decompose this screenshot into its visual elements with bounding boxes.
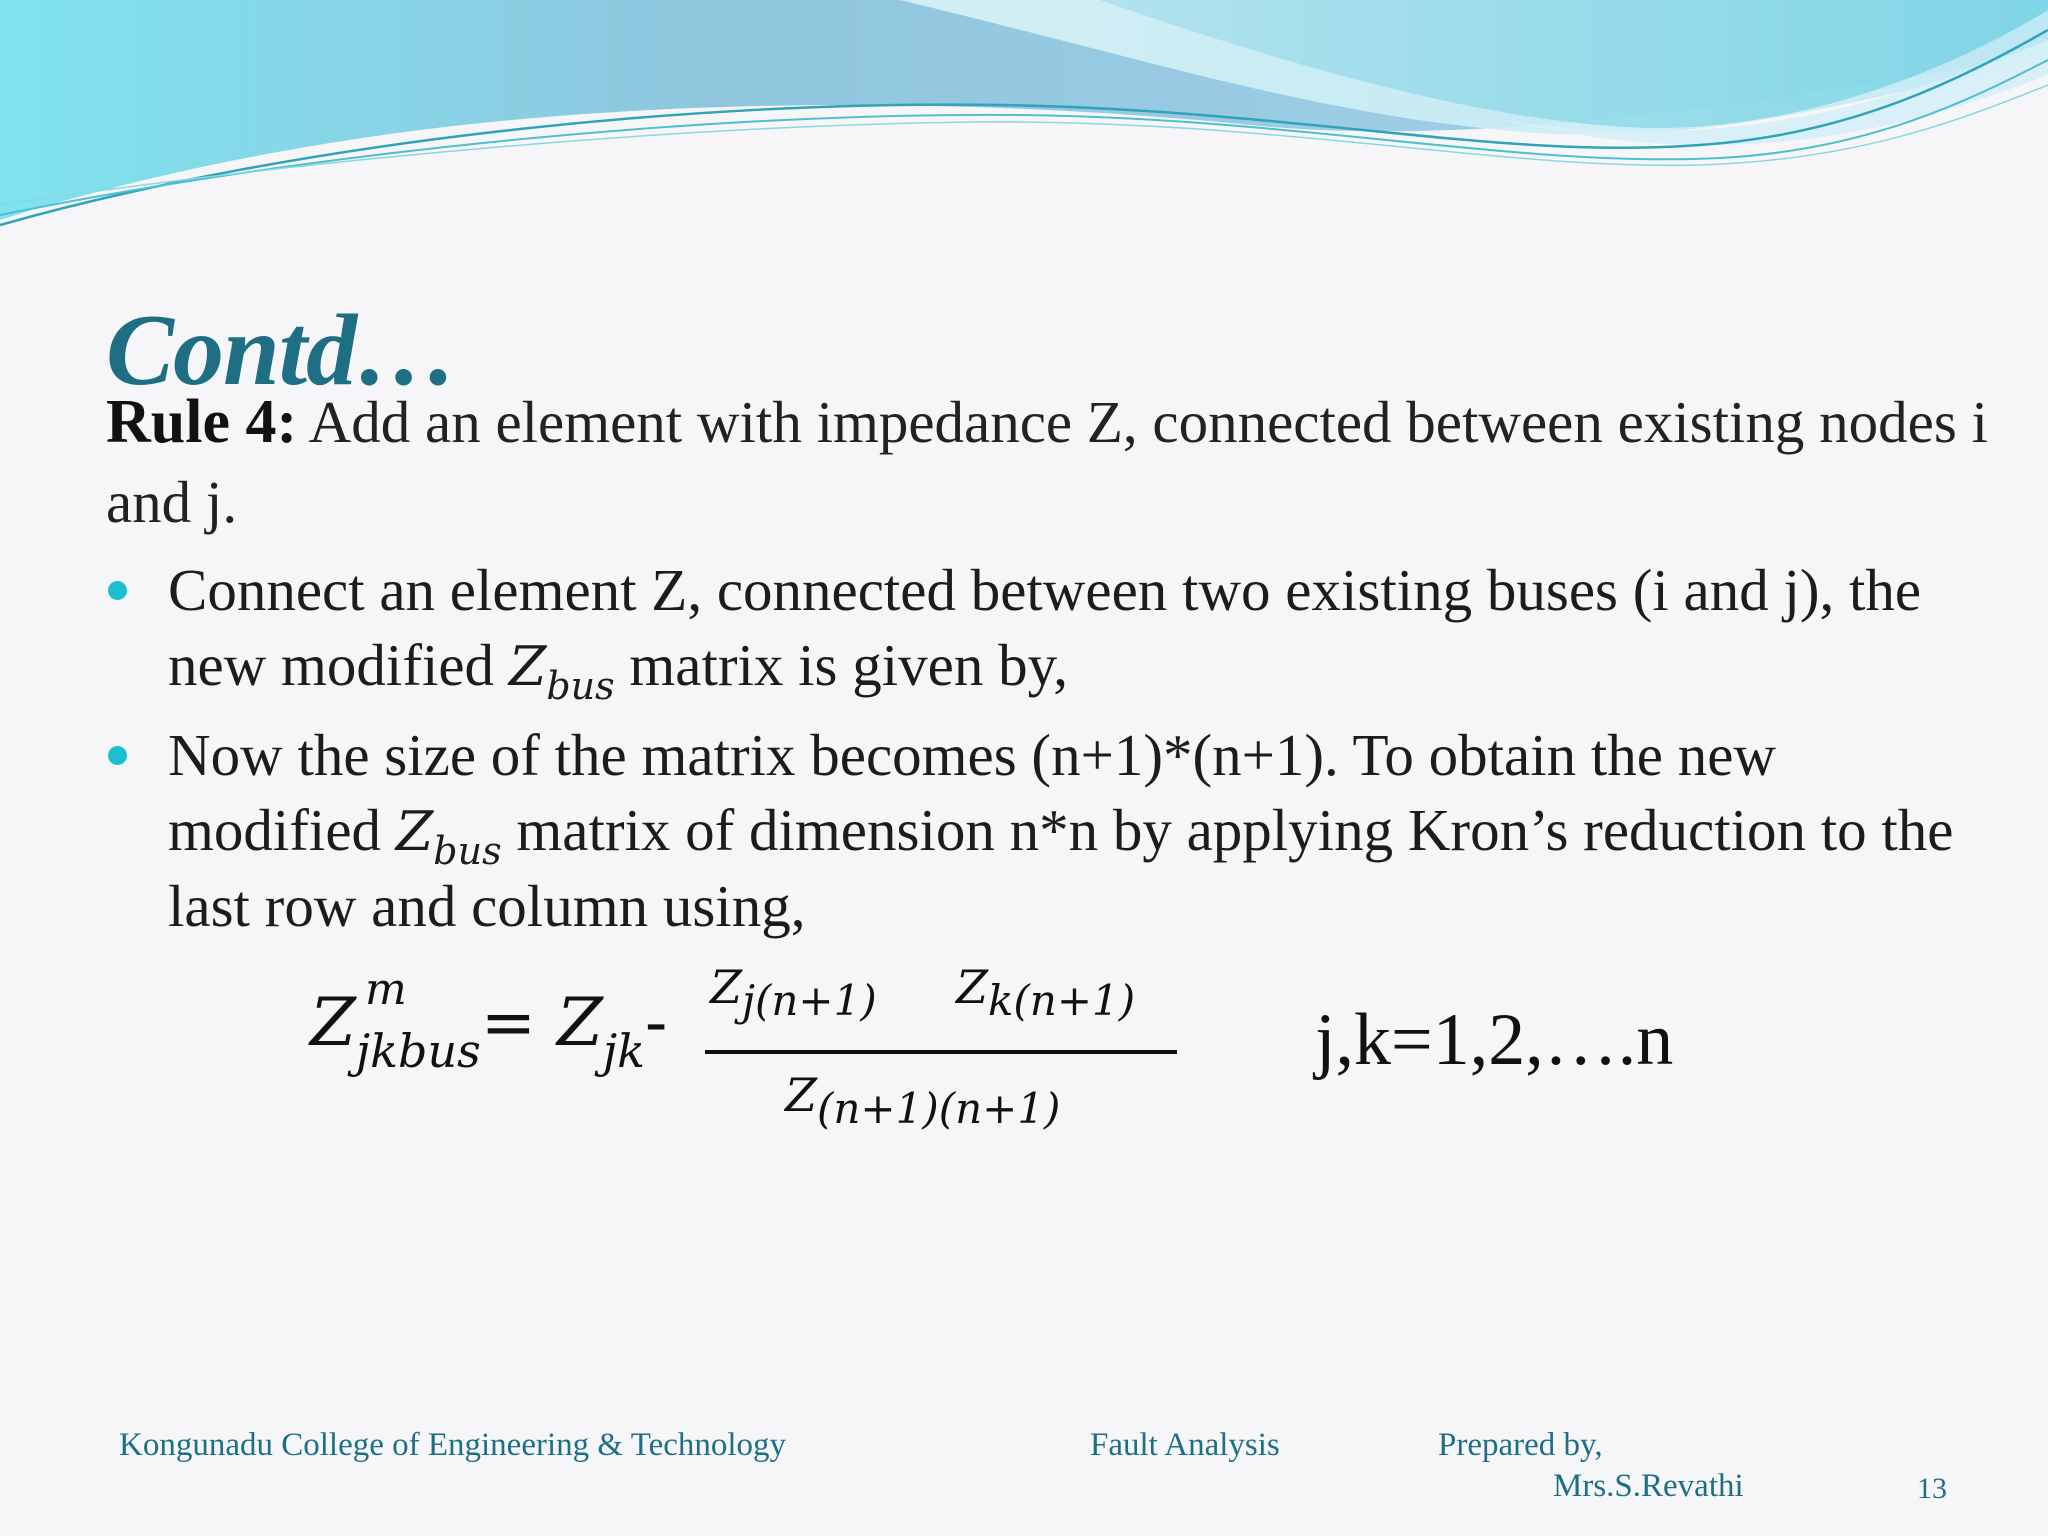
math-zbus [508, 635, 615, 708]
formula-index-range: j,k=1,2,….n [1315, 999, 1674, 1081]
page-number: 13 [1917, 1472, 1947, 1505]
math-sub: bus [546, 664, 615, 708]
footer-author: Mrs.S.Revathi [1553, 1468, 1744, 1504]
math-base: Z [508, 635, 547, 698]
formula-minus: - [644, 984, 668, 1061]
bullet-text-before: Now the size of the matrix becomes (n+1)*(n+1). To obtain the new modified [168, 722, 1777, 863]
rule-label: Rule 4: [106, 388, 298, 456]
formula-lhs [310, 964, 668, 1078]
footer-prepared-by: Prepared by, [1438, 1427, 1603, 1463]
formula-equals: = [480, 984, 536, 1061]
header-wave-decoration [0, 0, 2048, 240]
bullet-text-after: matrix is given by, [614, 632, 1069, 698]
rule-paragraph [106, 382, 2006, 542]
bullet-dot-icon [108, 581, 127, 600]
formula-numerator [710, 960, 1180, 1025]
bullet-item-2 [106, 718, 1996, 944]
formula-rhs-sub: jk [602, 1024, 645, 1078]
math-zbus [395, 800, 502, 873]
footer-subject: Fault Analysis [1090, 1427, 1280, 1463]
formula-lhs-sub: jkbus [355, 1024, 481, 1078]
rule-text: Add an element with impedance Z, connected between existing nodes i and j. [106, 389, 1988, 535]
num-term2-base: Z [955, 960, 988, 1014]
bullet-dot-icon [108, 746, 127, 765]
den-base: Z [785, 1068, 817, 1122]
num-term2-sub: k(n+1) [987, 976, 1136, 1025]
num-term1-sub: j(n+1) [741, 976, 877, 1025]
den-sub: (n+1)(n+1) [816, 1084, 1061, 1133]
bullet-text-before: Connect an element Z, connected between two existing buses (i and j), the new modified [168, 557, 1922, 698]
formula-lhs-sup: m [365, 964, 407, 1015]
formula-rhs-base: Z [556, 984, 603, 1061]
math-base: Z [395, 800, 434, 863]
formula-denominator [785, 1068, 1061, 1133]
num-term1-base: Z [710, 960, 742, 1014]
formula-lhs-base: Z [310, 984, 356, 1061]
footer-college: Kongunadu College of Engineering & Technology [119, 1427, 787, 1463]
bullet-item-1 [106, 553, 1996, 708]
bullet-list [106, 553, 1996, 958]
kron-reduction-formula [300, 960, 1700, 1150]
bullet-text-after: matrix of dimension n*n by applying Kron’s reduction to the last row and column using, [168, 797, 1954, 939]
math-sub: bus [433, 829, 502, 873]
slide-title: Contd… [106, 294, 458, 407]
fraction-bar [705, 1050, 1177, 1054]
